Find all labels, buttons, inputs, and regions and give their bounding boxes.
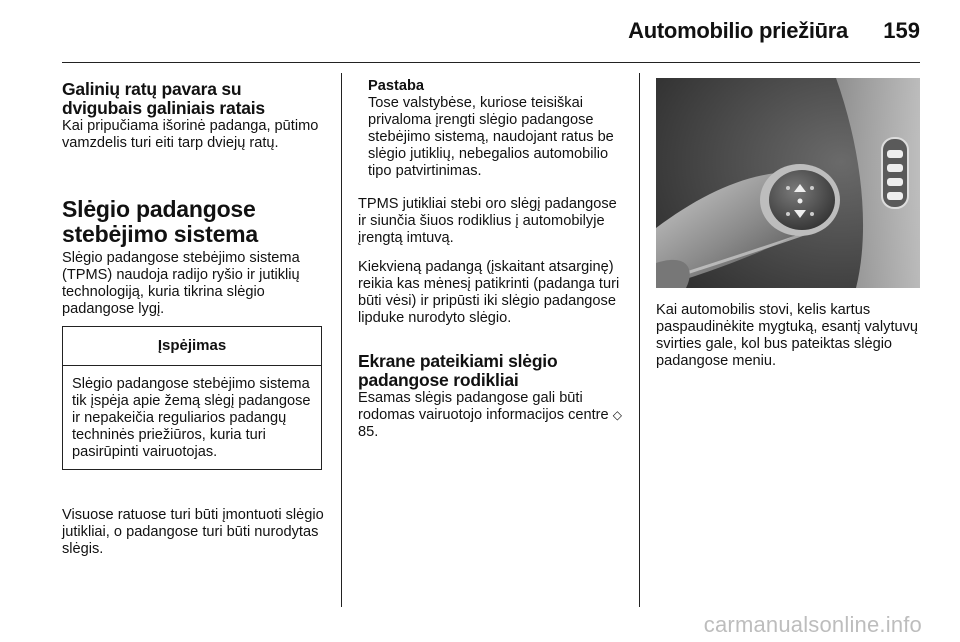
cross-reference-page[interactable]: 85.: [358, 424, 379, 440]
note-block: [358, 78, 624, 180]
paragraph-press-button: Kai automobilis stovi, kelis kartus paspaudinėkite mygtuką, esantį valytuvų svirties gale, kol bus pateiktas slėgio padangose meniu.: [656, 302, 919, 369]
column-divider-2: [639, 73, 640, 607]
warning-box: [62, 326, 322, 470]
heading-dual-wheels: Galinių ratų pavara su dvigubais galiniais ratais: [62, 79, 265, 118]
paragraph-display-values: Esamas slėgis padangose gali būti rodomas vairuotojo informacijos centre ◇ 85.: [358, 390, 622, 440]
heading-display-values: Ekrane pateikiami slėgio padangose rodikliai: [358, 351, 558, 390]
wiper-stalk-button-figure: [656, 78, 920, 288]
cross-reference-icon: ◇: [612, 408, 622, 422]
paragraph-sensors-radio: TPMS jutikliai stebi oro slėgį padangose ir siunčia šiuos rodiklius į automobilyje įrengtą imtuvą.: [358, 196, 617, 246]
note-label: Pastaba: [368, 78, 424, 94]
note-text: Tose valstybėse, kuriose teisiškai privaloma įrengti slėgio padangose stebėjimo sistemą, naudojant ratus be slėgio jutiklių, nebegalios automobilio tipo patvirtinimas.: [368, 95, 614, 179]
heading-tpms: Slėgio padangose stebėjimo sistema: [62, 196, 259, 247]
paragraph-monthly-check: Kiekvieną padangą (įskaitant atsarginę) reikia kas mėnesį patikrinti (padanga turi būti vėsi) ir pripūsti iki slėgio padangose lipduke nurodyto slėgio.: [358, 259, 620, 326]
page-number: 159: [883, 18, 920, 43]
warning-title: Įspėjimas: [63, 327, 321, 366]
header-divider: [62, 62, 920, 63]
column-divider-1: [341, 73, 342, 607]
paragraph-dual-wheels: Kai pripučiama išorinė padanga, pūtimo vamzdelis turi eiti tarp dviejų ratų.: [62, 118, 319, 151]
page-header-title: Automobilio priežiūra: [628, 18, 848, 43]
wiper-stalk-icon: [656, 78, 920, 288]
paragraph-sensors-required: Visuose ratuose turi būti įmontuoti slėgio jutikliai, o padangose turi būti nurodytas slėgis.: [62, 507, 324, 557]
warning-text: Slėgio padangose stebėjimo sistema tik įspėja apie žemą slėgį padangose ir nepakeičia reguliarios padangų techninės priežiūros, kuria turi pasirūpinti vairuotojas.: [72, 376, 311, 460]
watermark: carmanualsonline.info: [703, 612, 922, 637]
paragraph-tpms: Slėgio padangose stebėjimo sistema (TPMS) naudoja radijo ryšio ir jutiklių technologiją, kuria tikrina slėgio padangose lygį.: [62, 250, 300, 317]
